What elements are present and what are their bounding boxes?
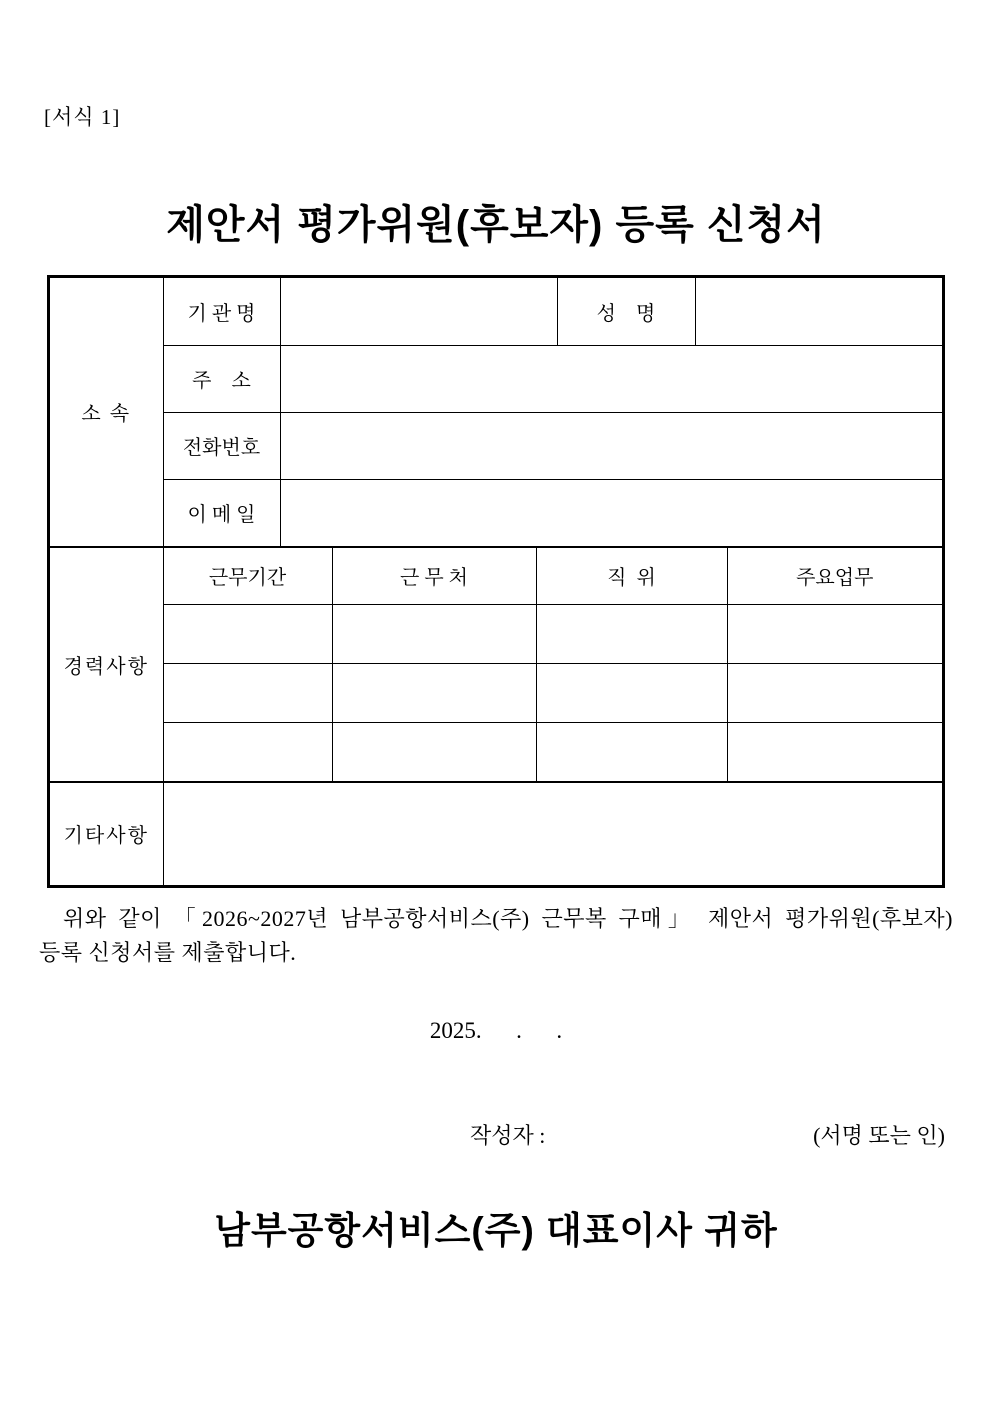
org-name-field[interactable] xyxy=(280,278,557,345)
career-workplace-field[interactable] xyxy=(332,663,536,722)
phone-label: 전화번호 xyxy=(163,412,280,479)
form-number-tag: [서식 1] xyxy=(44,105,121,129)
career-header-row xyxy=(50,547,942,604)
career-workplace-field[interactable] xyxy=(332,604,536,663)
career-position-field[interactable] xyxy=(536,604,727,663)
career-period-field[interactable] xyxy=(163,604,332,663)
phone-field[interactable] xyxy=(280,412,942,479)
career-section xyxy=(50,547,942,782)
table-row xyxy=(50,278,942,345)
career-col-period: 근무기간 xyxy=(163,547,332,604)
closing-line-2: 등록 신청서를 제출합니다. xyxy=(39,940,297,965)
table-row xyxy=(50,782,942,885)
person-name-label: 성 명 xyxy=(557,278,695,345)
table-row xyxy=(50,412,942,479)
affiliation-section xyxy=(50,278,942,547)
career-duty-field[interactable] xyxy=(727,663,942,722)
career-section-label: 경력사항 xyxy=(50,547,163,781)
application-form-table xyxy=(47,275,945,888)
email-label: 이 메 일 xyxy=(163,479,280,546)
career-col-duty: 주요업무 xyxy=(727,547,942,604)
career-row xyxy=(50,722,942,781)
table-row xyxy=(50,345,942,412)
signature-note: (서명 또는 인) xyxy=(813,1123,945,1148)
address-field[interactable] xyxy=(280,345,942,412)
closing-line-1: 위와 같이 「2026~2027년 남부공항서비스(주) 근무복 구매」 제안서 평가위원(후보자) xyxy=(63,906,953,931)
career-period-field[interactable] xyxy=(163,722,332,781)
page-title: 제안서 평가위원(후보자) 등록 신청서 xyxy=(166,203,826,247)
career-duty-field[interactable] xyxy=(727,722,942,781)
email-field[interactable] xyxy=(280,479,942,546)
affiliation-section-label: 소 속 xyxy=(50,278,163,546)
etc-section-label: 기타사항 xyxy=(50,782,163,885)
table-row xyxy=(50,479,942,546)
career-position-field[interactable] xyxy=(536,722,727,781)
date-line: 2025. . . xyxy=(429,1018,563,1043)
career-row xyxy=(50,663,942,722)
org-name-label: 기 관 명 xyxy=(163,278,280,345)
etc-section xyxy=(50,782,942,886)
person-name-field[interactable] xyxy=(695,278,942,345)
career-period-field[interactable] xyxy=(163,663,332,722)
career-col-workplace: 근 무 처 xyxy=(332,547,536,604)
career-workplace-field[interactable] xyxy=(332,722,536,781)
signature-row xyxy=(0,1121,992,1151)
etc-field[interactable] xyxy=(163,782,942,885)
career-row xyxy=(50,604,942,663)
closing-statement xyxy=(39,902,953,970)
career-col-position: 직 위 xyxy=(536,547,727,604)
writer-label: 작성자 : xyxy=(470,1123,546,1148)
recipient-line: 남부공항서비스(주) 대표이사 귀하 xyxy=(214,1210,778,1251)
career-duty-field[interactable] xyxy=(727,604,942,663)
address-label: 주 소 xyxy=(163,345,280,412)
career-position-field[interactable] xyxy=(536,663,727,722)
